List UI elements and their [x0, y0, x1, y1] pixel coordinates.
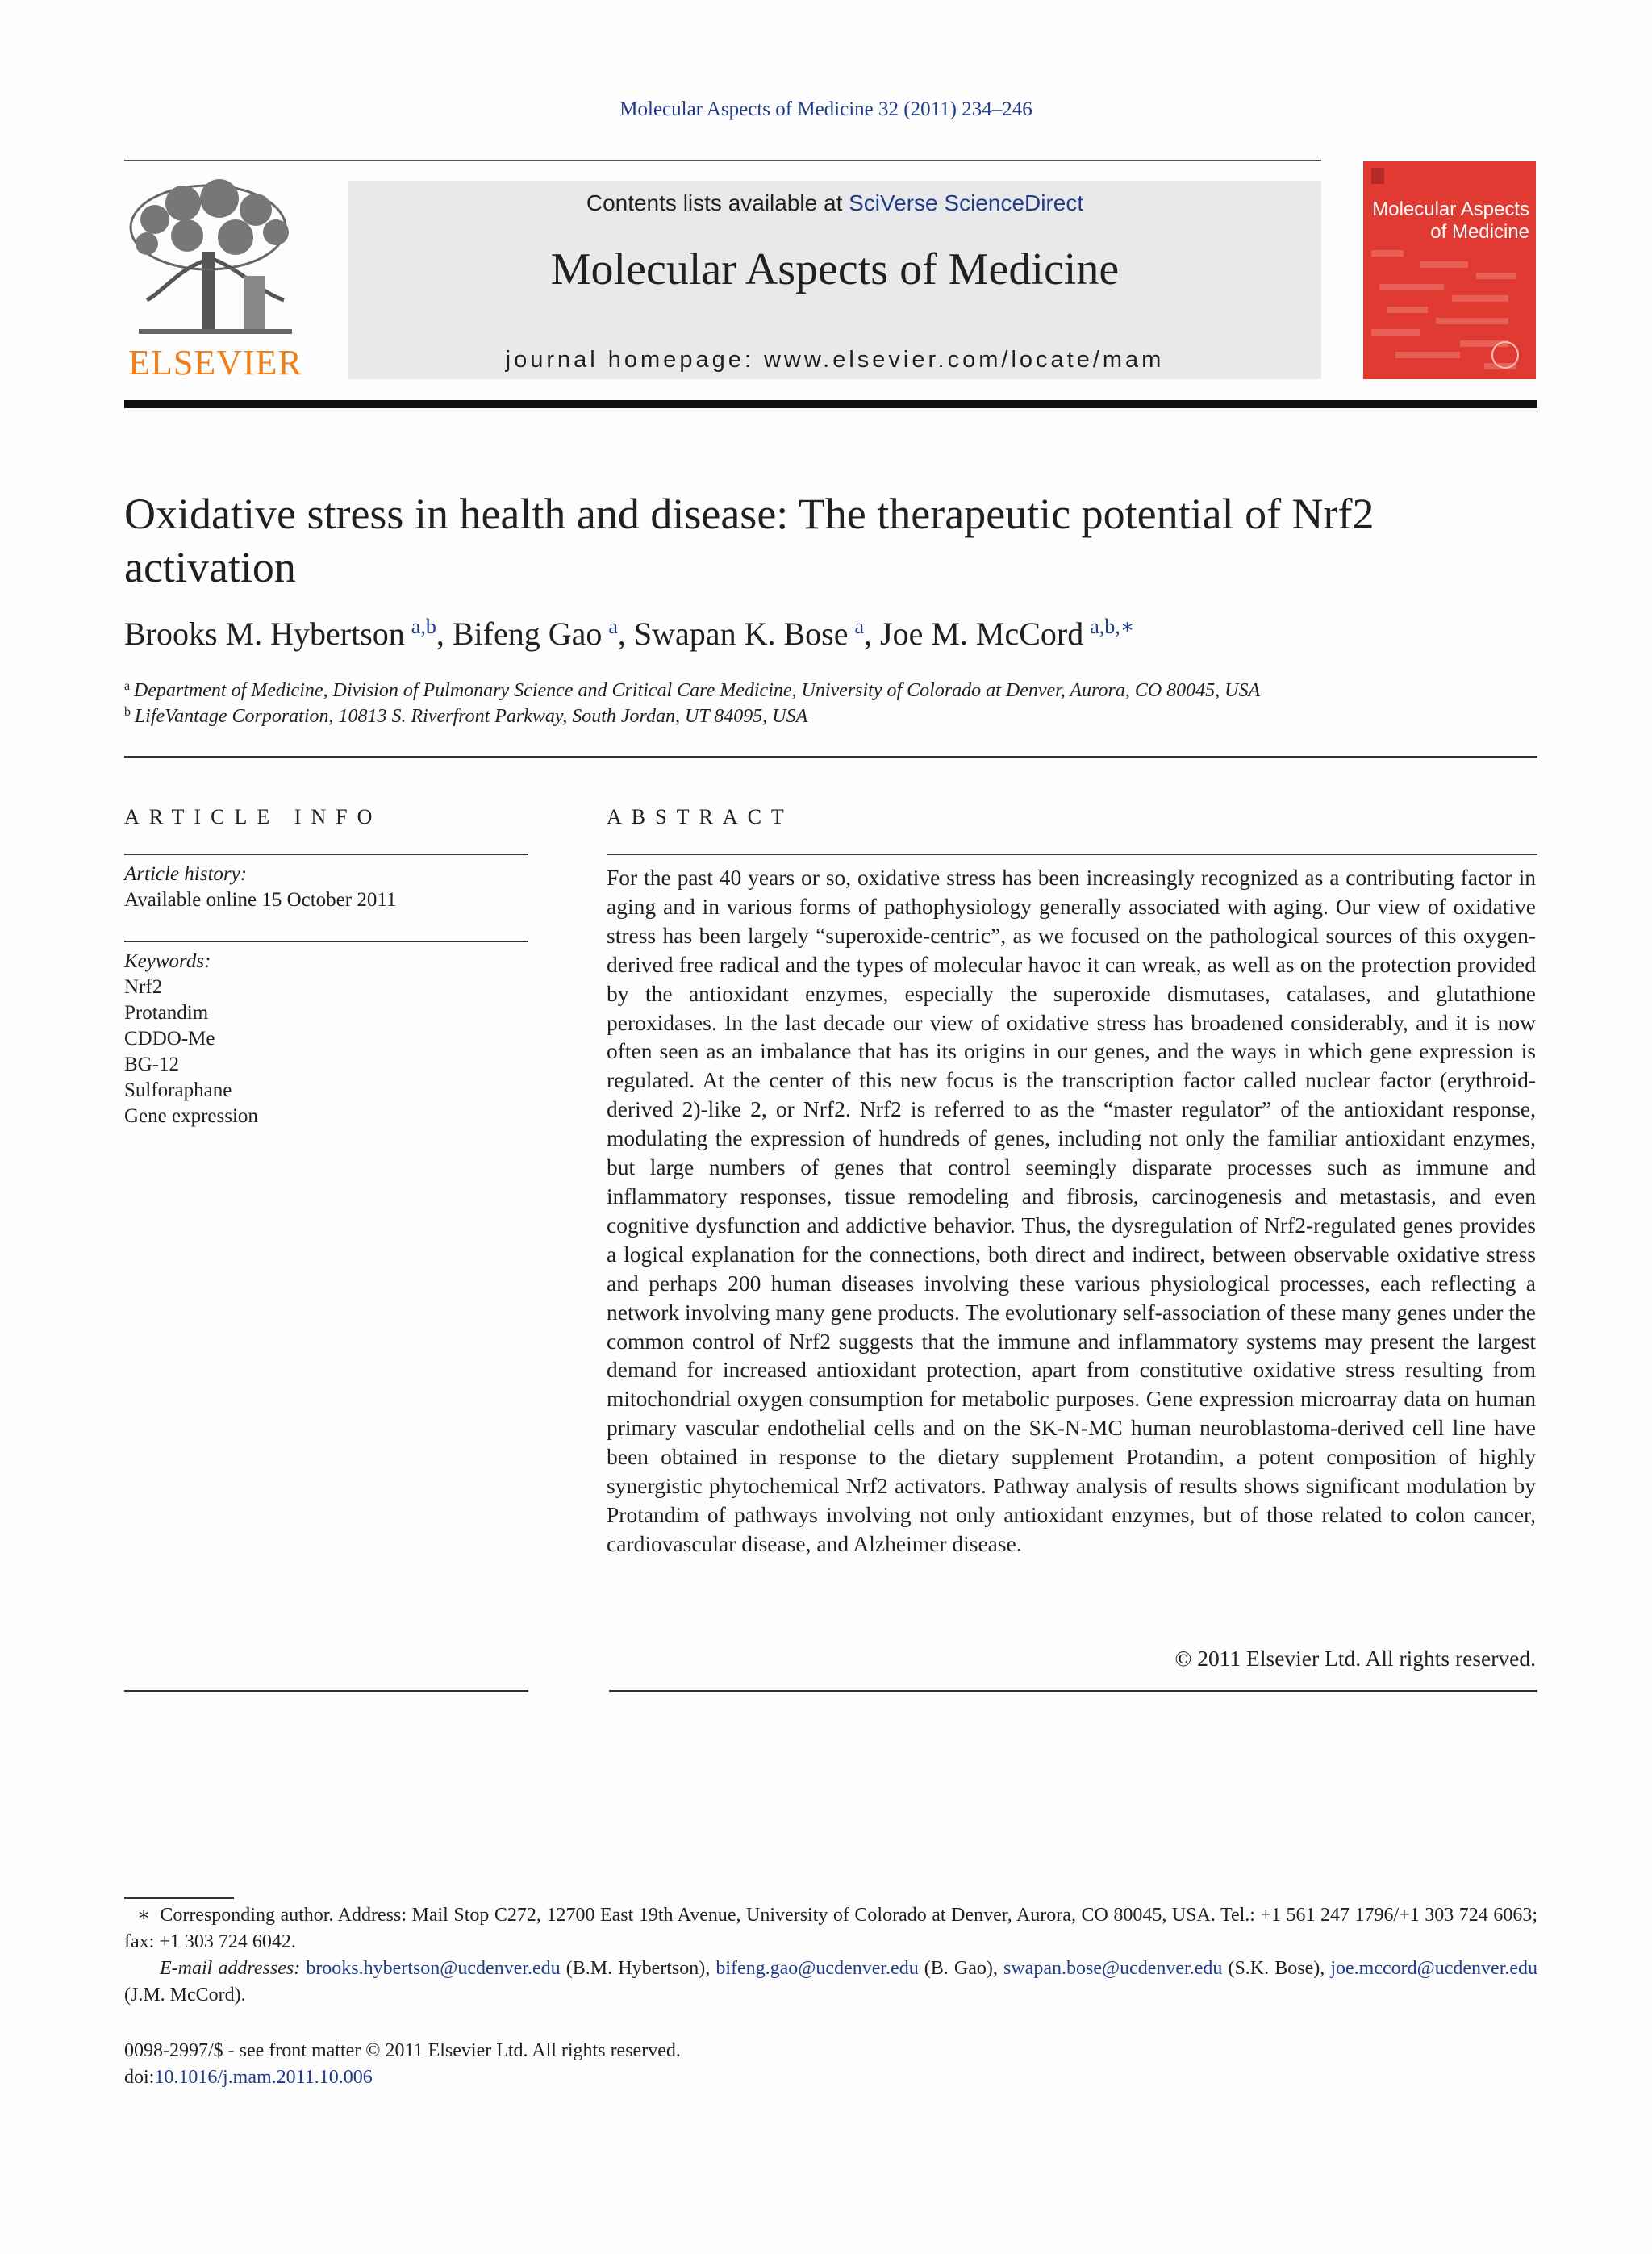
email-owner: (B.M. Hybertson), [565, 1958, 711, 1979]
keyword: Gene expression [124, 1105, 258, 1127]
history-label: Article history: [124, 863, 248, 885]
email-owner: (S.K. Bose), [1228, 1958, 1325, 1979]
contents-prefix: Contents lists available at [586, 190, 849, 215]
author-affil-mark[interactable]: a [854, 615, 865, 638]
article-info-bottom-rule [124, 1690, 528, 1692]
affiliation-text: LifeVantage Corporation, 10813 S. Riverfront Parkway, South Jordan, UT 84095, USA [134, 706, 808, 727]
author-list: Brooks M. Hybertson $^{a,b}$, Bifeng Gao $^a$, Swapan K. Bose $^a$, Joe M. McCord $^{a,b,∗}$ [124, 615, 1135, 652]
cover-pattern [1363, 161, 1536, 379]
email-footnote [124, 1956, 1537, 2009]
journal-masthead [348, 181, 1321, 379]
keyword: CDDO-Me [124, 1028, 215, 1050]
email-link[interactable]: swapan.bose@ucdenver.edu [1003, 1958, 1223, 1979]
email-link[interactable]: bifeng.gao@ucdenver.edu [715, 1958, 919, 1979]
abstract-copyright: © 2011 Elsevier Ltd. All rights reserved. [1174, 1646, 1536, 1671]
email-link[interactable]: brooks.hybertson@ucdenver.edu [306, 1958, 561, 1979]
abstract-text: For the past 40 years or so, oxidative stress has been increasingly recognized as a contributing factor in aging and in various forms of pathophysiology generally associated with aging. Our view of oxidative stress has been largely “superoxide-centric”, as we focused on the pathological sources of this oxygen-derived free radical and the types of molecular havoc it can wreak, as well as on the protection provided by the antioxidant enzymes, especially the superoxide dismutases, catalases, and glutathione peroxidases. In the last decade our view of oxidative stress has broadened considerably, and it is now often seen as an imbalance that has its origins in our genes, and the ways in which gene expression is regulated. At the center of this new focus is the transcription factor called nuclear factor (erythroid-derived 2)-like 2, or Nrf2. Nrf2 is referred to as the “master regulator” of the antioxidant response, modulating the expression of hundreds of genes, including not only the familiar antioxidant enzymes, but large numbers of genes that control seemingly disparate processes such as immune and inflammatory responses, tissue remodeling and fibrosis, carcinogenesis and metastasis, and even cognitive dysfunction and addictive behavior. Thus, the dysregulation of Nrf2-regulated genes provides a logical explanation for the connections, both direct and indirect, between observable oxidative stress and perhaps 200 human diseases involving these various physiological processes, each reflecting a network involving many gene products. The evolutionary self-association of these many genes under the common control of Nrf2 suggests that the immune and inflammatory systems may present the largest demand for increased antioxidant protection, apart from constitutive oxidative stress resulting from mitochondrial oxygen consumption for metabolic purposes. Gene expression microarray data on human primary vascular endothelial cells and on the SK-N-MC human neuroblastoma-derived cell line have been obtained in response to the dietary supplement Protandim, a potent composition of highly synergistic phytochemical Nrf2 activators. Pathway analysis of results shows significant modulation by Protandim of pathways involving not only antioxidant enzymes, but of those related to colon cancer, cardiovascular disease, and Alzheimer disease. [607, 865, 1536, 1556]
journal-title: Molecular Aspects of Medicine [550, 244, 1120, 294]
author-affil-mark[interactable]: a [608, 615, 618, 638]
author-name: Swapan K. Bose [633, 616, 849, 652]
corresponding-text: Corresponding author. Address: Mail Stop C272, 12700 East 19th Avenue, University of Colorado at Denver, Aurora, CO 80045, USA. Tel.: +1 561 247 1796/+1 303 724 6063; fax: +1 303 724 6042. [124, 1905, 1537, 1952]
author-affil-mark[interactable]: a,b [411, 615, 436, 638]
email-owner: (J.M. McCord). [124, 1985, 246, 2006]
email-owner: (B. Gao), [924, 1958, 998, 1979]
journal-citation[interactable] [0, 98, 1652, 121]
keyword: BG-12 [124, 1054, 180, 1075]
abstract-rule [607, 854, 1537, 855]
affiliation-rule [124, 756, 1537, 758]
abstract-bottom-rule [609, 1690, 1537, 1692]
header-thick-rule [124, 400, 1537, 408]
article-title: Oxidative stress in health and disease: The therapeutic potential of Nrf2 activation [124, 490, 1375, 591]
keywords-block [124, 949, 258, 1129]
affiliation-mark: b [124, 705, 131, 719]
footnote-rule [124, 1897, 234, 1899]
history-value: Available online 15 October 2011 [124, 889, 397, 911]
article-history [124, 862, 396, 913]
sciencedirect-link[interactable]: SciVerse ScienceDirect [849, 190, 1084, 215]
affiliation [124, 705, 807, 728]
email-link[interactable]: joe.mccord@ucdenver.edu [1330, 1958, 1538, 1979]
article-info-rule [124, 854, 528, 855]
elsevier-wordmark: ELSEVIER [128, 343, 302, 382]
author-name: Brooks M. Hybertson [124, 616, 405, 652]
affiliation [124, 679, 1260, 702]
affiliation-mark: a [124, 679, 131, 693]
affiliation-text: Department of Medicine, Division of Pulmonary Science and Critical Care Medicine, University of Colorado at Denver, Aurora, CO 80045, USA [133, 680, 1261, 701]
author-affil-mark[interactable]: a,b,∗ [1090, 615, 1135, 638]
front-matter-text: 0098-2997/$ - see front matter © 2011 Elsevier Ltd. All rights reserved. [124, 2040, 681, 2061]
tree-icon [123, 179, 307, 340]
keyword: Nrf2 [124, 976, 163, 998]
header-rule [124, 160, 1321, 161]
journal-cover [1363, 161, 1536, 379]
doi-line [124, 2064, 681, 2091]
keyword: Protandim [124, 1002, 209, 1024]
contents-line [348, 190, 1321, 216]
journal-homepage[interactable]: journal homepage: www.elsevier.com/locate/mam [505, 347, 1165, 373]
keywords-label: Keywords: [124, 950, 211, 972]
email-label: E-mail addresses: [160, 1958, 301, 1979]
cover-title: Molecular Aspects of Medicine [1372, 198, 1529, 243]
corresponding-footnote [124, 1902, 1537, 1956]
abstract-heading: ABSTRACT [607, 805, 794, 829]
author-name: Joe M. McCord [880, 616, 1084, 652]
citation-link[interactable]: Molecular Aspects of Medicine 32 (2011) 234–246 [620, 98, 1032, 120]
front-matter [124, 2038, 681, 2091]
author-name: Bifeng Gao [452, 616, 603, 652]
keywords-rule [124, 941, 528, 942]
corresponding-mark: ∗ [137, 1905, 151, 1926]
article-info-heading: ARTICLE INFO [124, 805, 382, 829]
doi-link[interactable]: 10.1016/j.mam.2011.10.006 [154, 2067, 373, 2088]
doi-prefix: doi: [124, 2067, 155, 2088]
keyword: Sulforaphane [124, 1079, 232, 1101]
